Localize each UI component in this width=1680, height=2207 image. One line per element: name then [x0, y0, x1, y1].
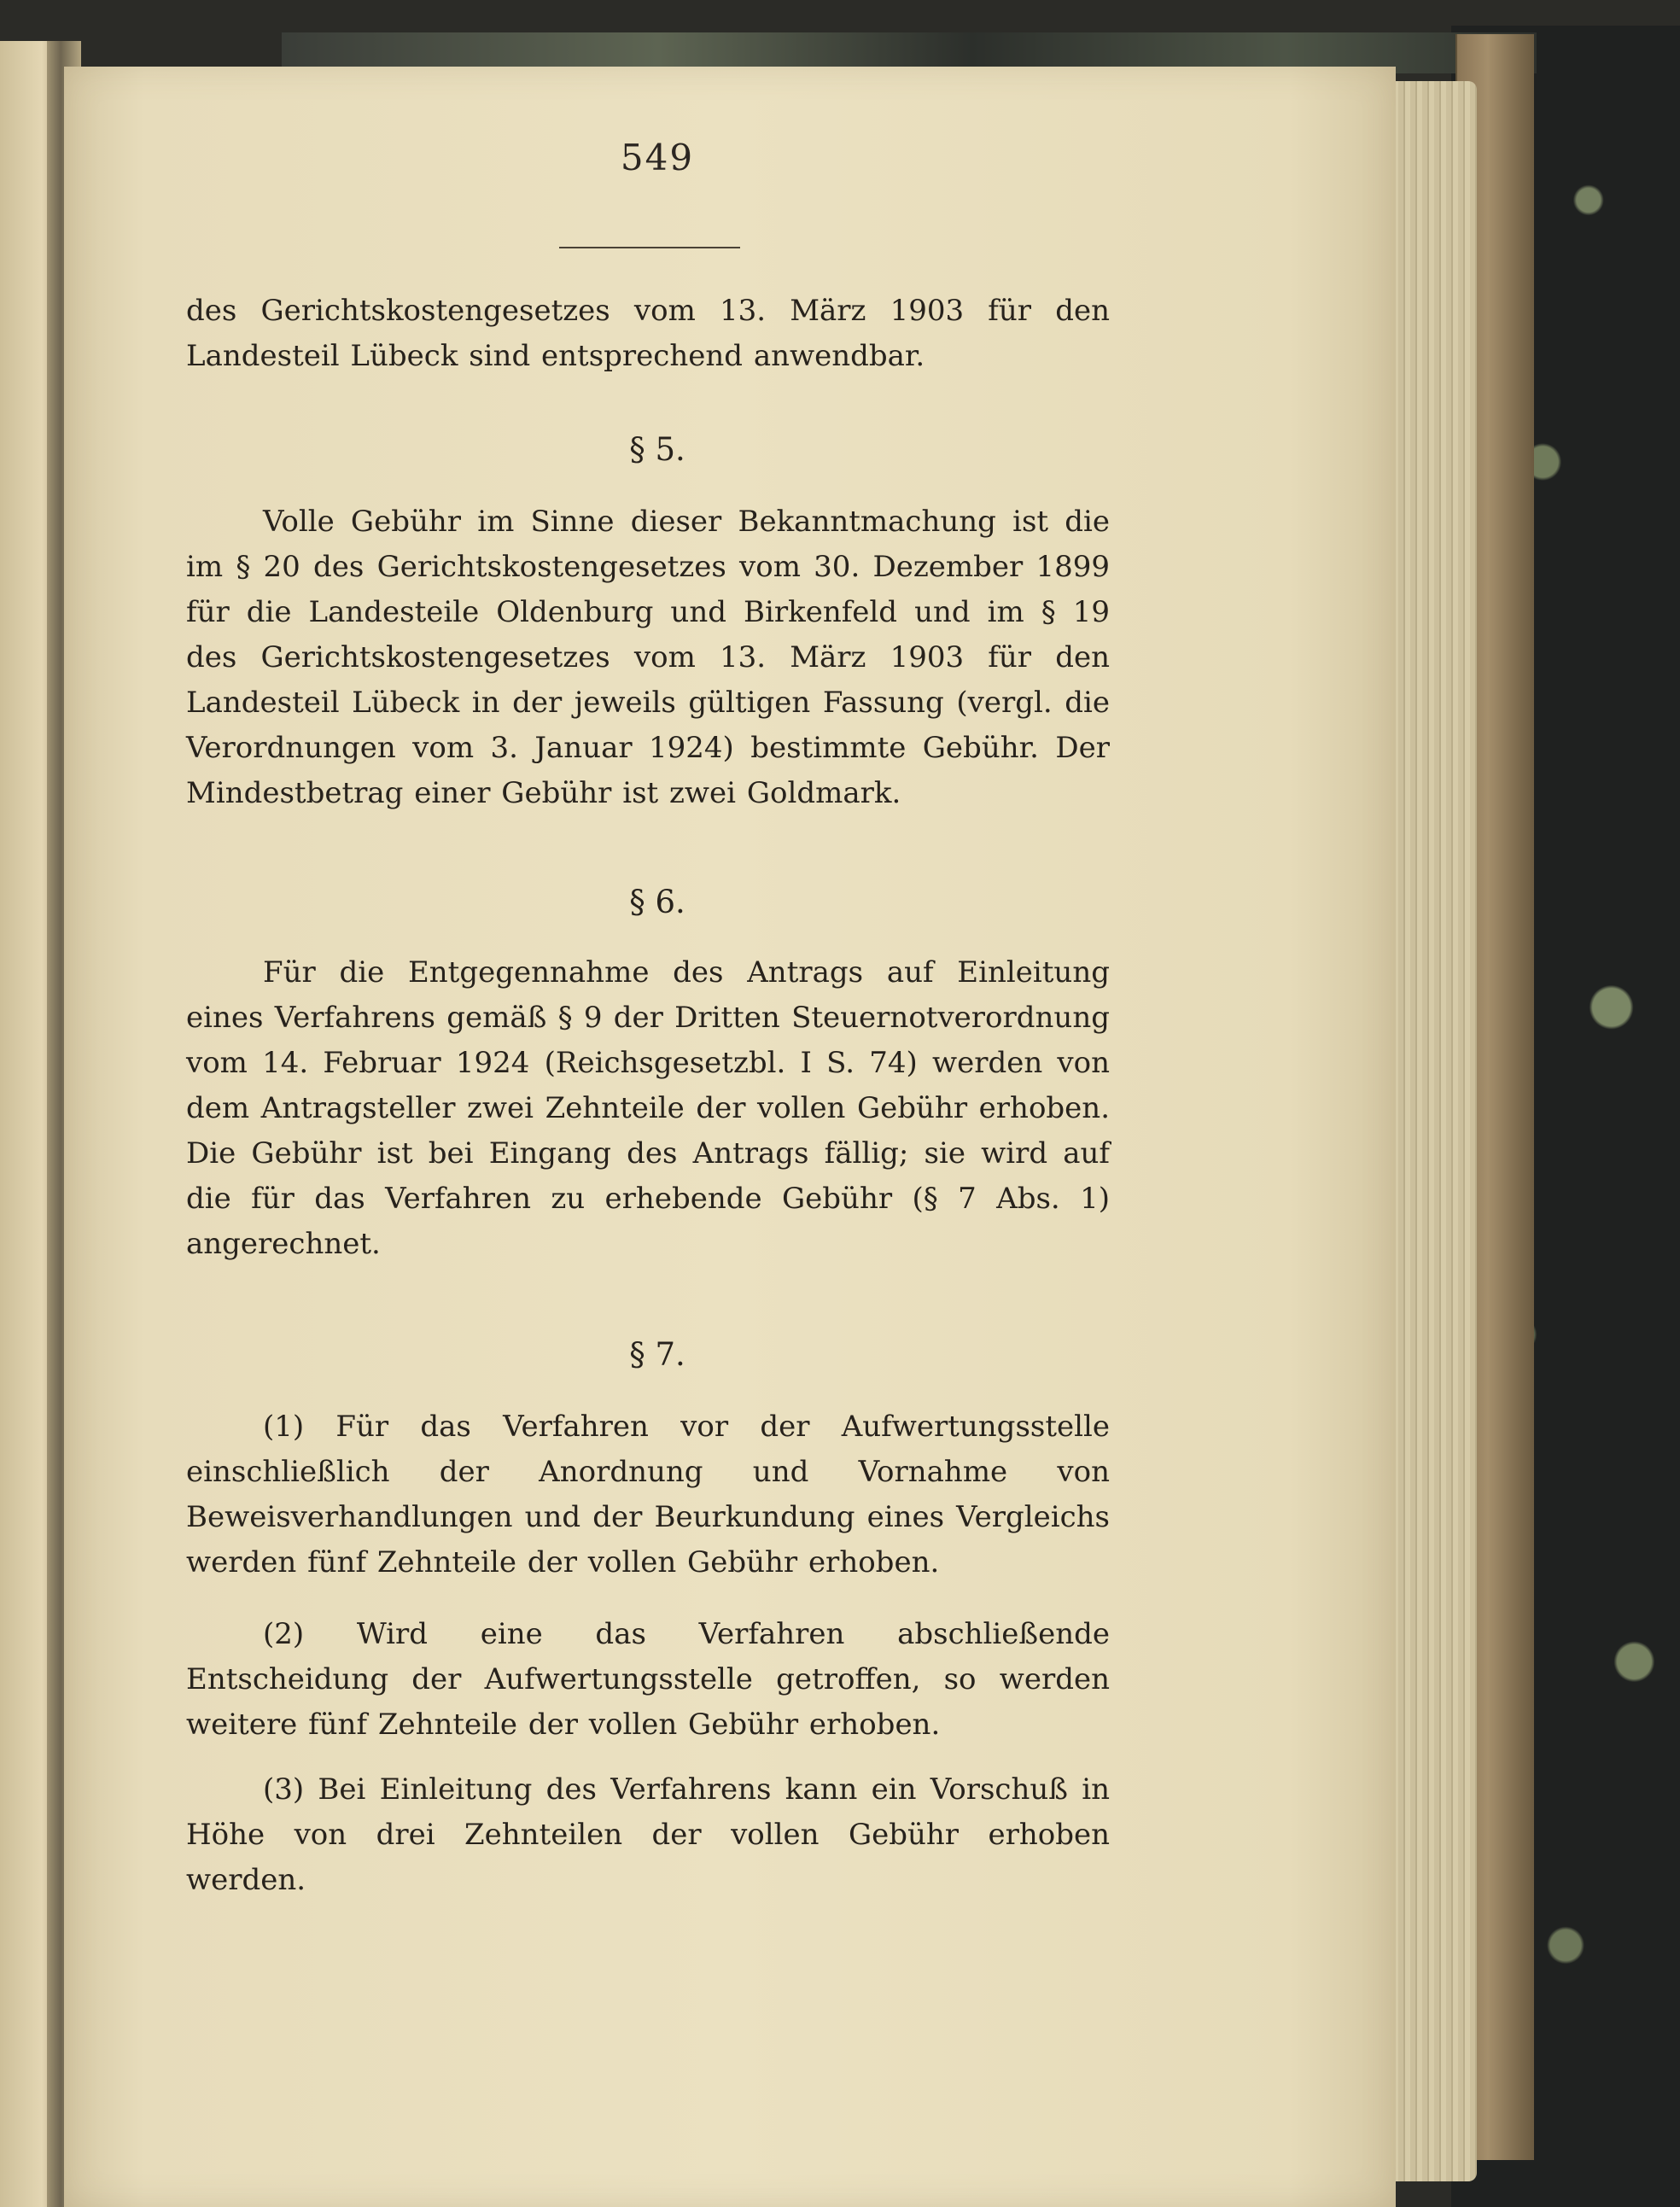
section-5-paragraph: Volle Gebühr im Sinne dieser Bekanntmachung ist die im § 20 des Gerichtskostengesetzes vom 30. Dezember 1899 für die Landesteile Oldenburg und Birkenfeld und im § 19 des Gerichtskostengesetzes vom 13. März 1903 für den Landesteil Lübeck in der jeweils gültigen Fassung (vergl. die Verordnungen vom 3. Januar 1924) bestimmte Gebühr. Der Mindestbetrag einer Gebühr ist zwei Goldmark.	[186, 505, 1110, 810]
intro-paragraph: des Gerichtskostengesetzes vom 13. März 1903 für den Landesteil Lübeck sind entsprechend anwendbar.	[186, 294, 1110, 373]
section-5-heading: § 5.	[629, 431, 685, 468]
section-7-paragraph-3: (3) Bei Einleitung des Verfahrens kann ein Vorschuß in Höhe von drei Zehnteilen der vollen Gebühr erhoben werden.	[186, 1772, 1110, 1897]
page-number: 549	[620, 137, 695, 178]
section-6-heading: § 6.	[629, 884, 685, 920]
section-6-paragraph: Für die Entgegennahme des Antrags auf Einleitung eines Verfahrens gemäß § 9 der Dritten Steuernotverordnung vom 14. Februar 1924 (Reichsgesetzbl. I S. 74) werden von dem Antragsteller zwei Zehnteile der vollen Gebühr erhoben. Die Gebühr ist bei Eingang des Antrags fällig; sie wird auf die für das Verfahren zu erhebende Gebühr (§ 7 Abs. 1) angerechnet.	[186, 955, 1110, 1261]
section-7-heading: § 7.	[629, 1336, 685, 1373]
header-rule	[559, 247, 740, 248]
section-7-paragraph-1: (1) Für das Verfahren vor der Aufwertungsstelle einschließlich der Anordnung und Vornahme von Beweisverhandlungen und der Beurkundung eines Vergleichs werden fünf Zehnteile der vollen Gebühr erhoben.	[186, 1410, 1110, 1579]
section-7-paragraph-2: (2) Wird eine das Verfahren abschließende Entscheidung der Aufwertungsstelle getroffen, so werden weitere fünf Zehnteile der vollen Gebühr erhoben.	[186, 1617, 1110, 1742]
